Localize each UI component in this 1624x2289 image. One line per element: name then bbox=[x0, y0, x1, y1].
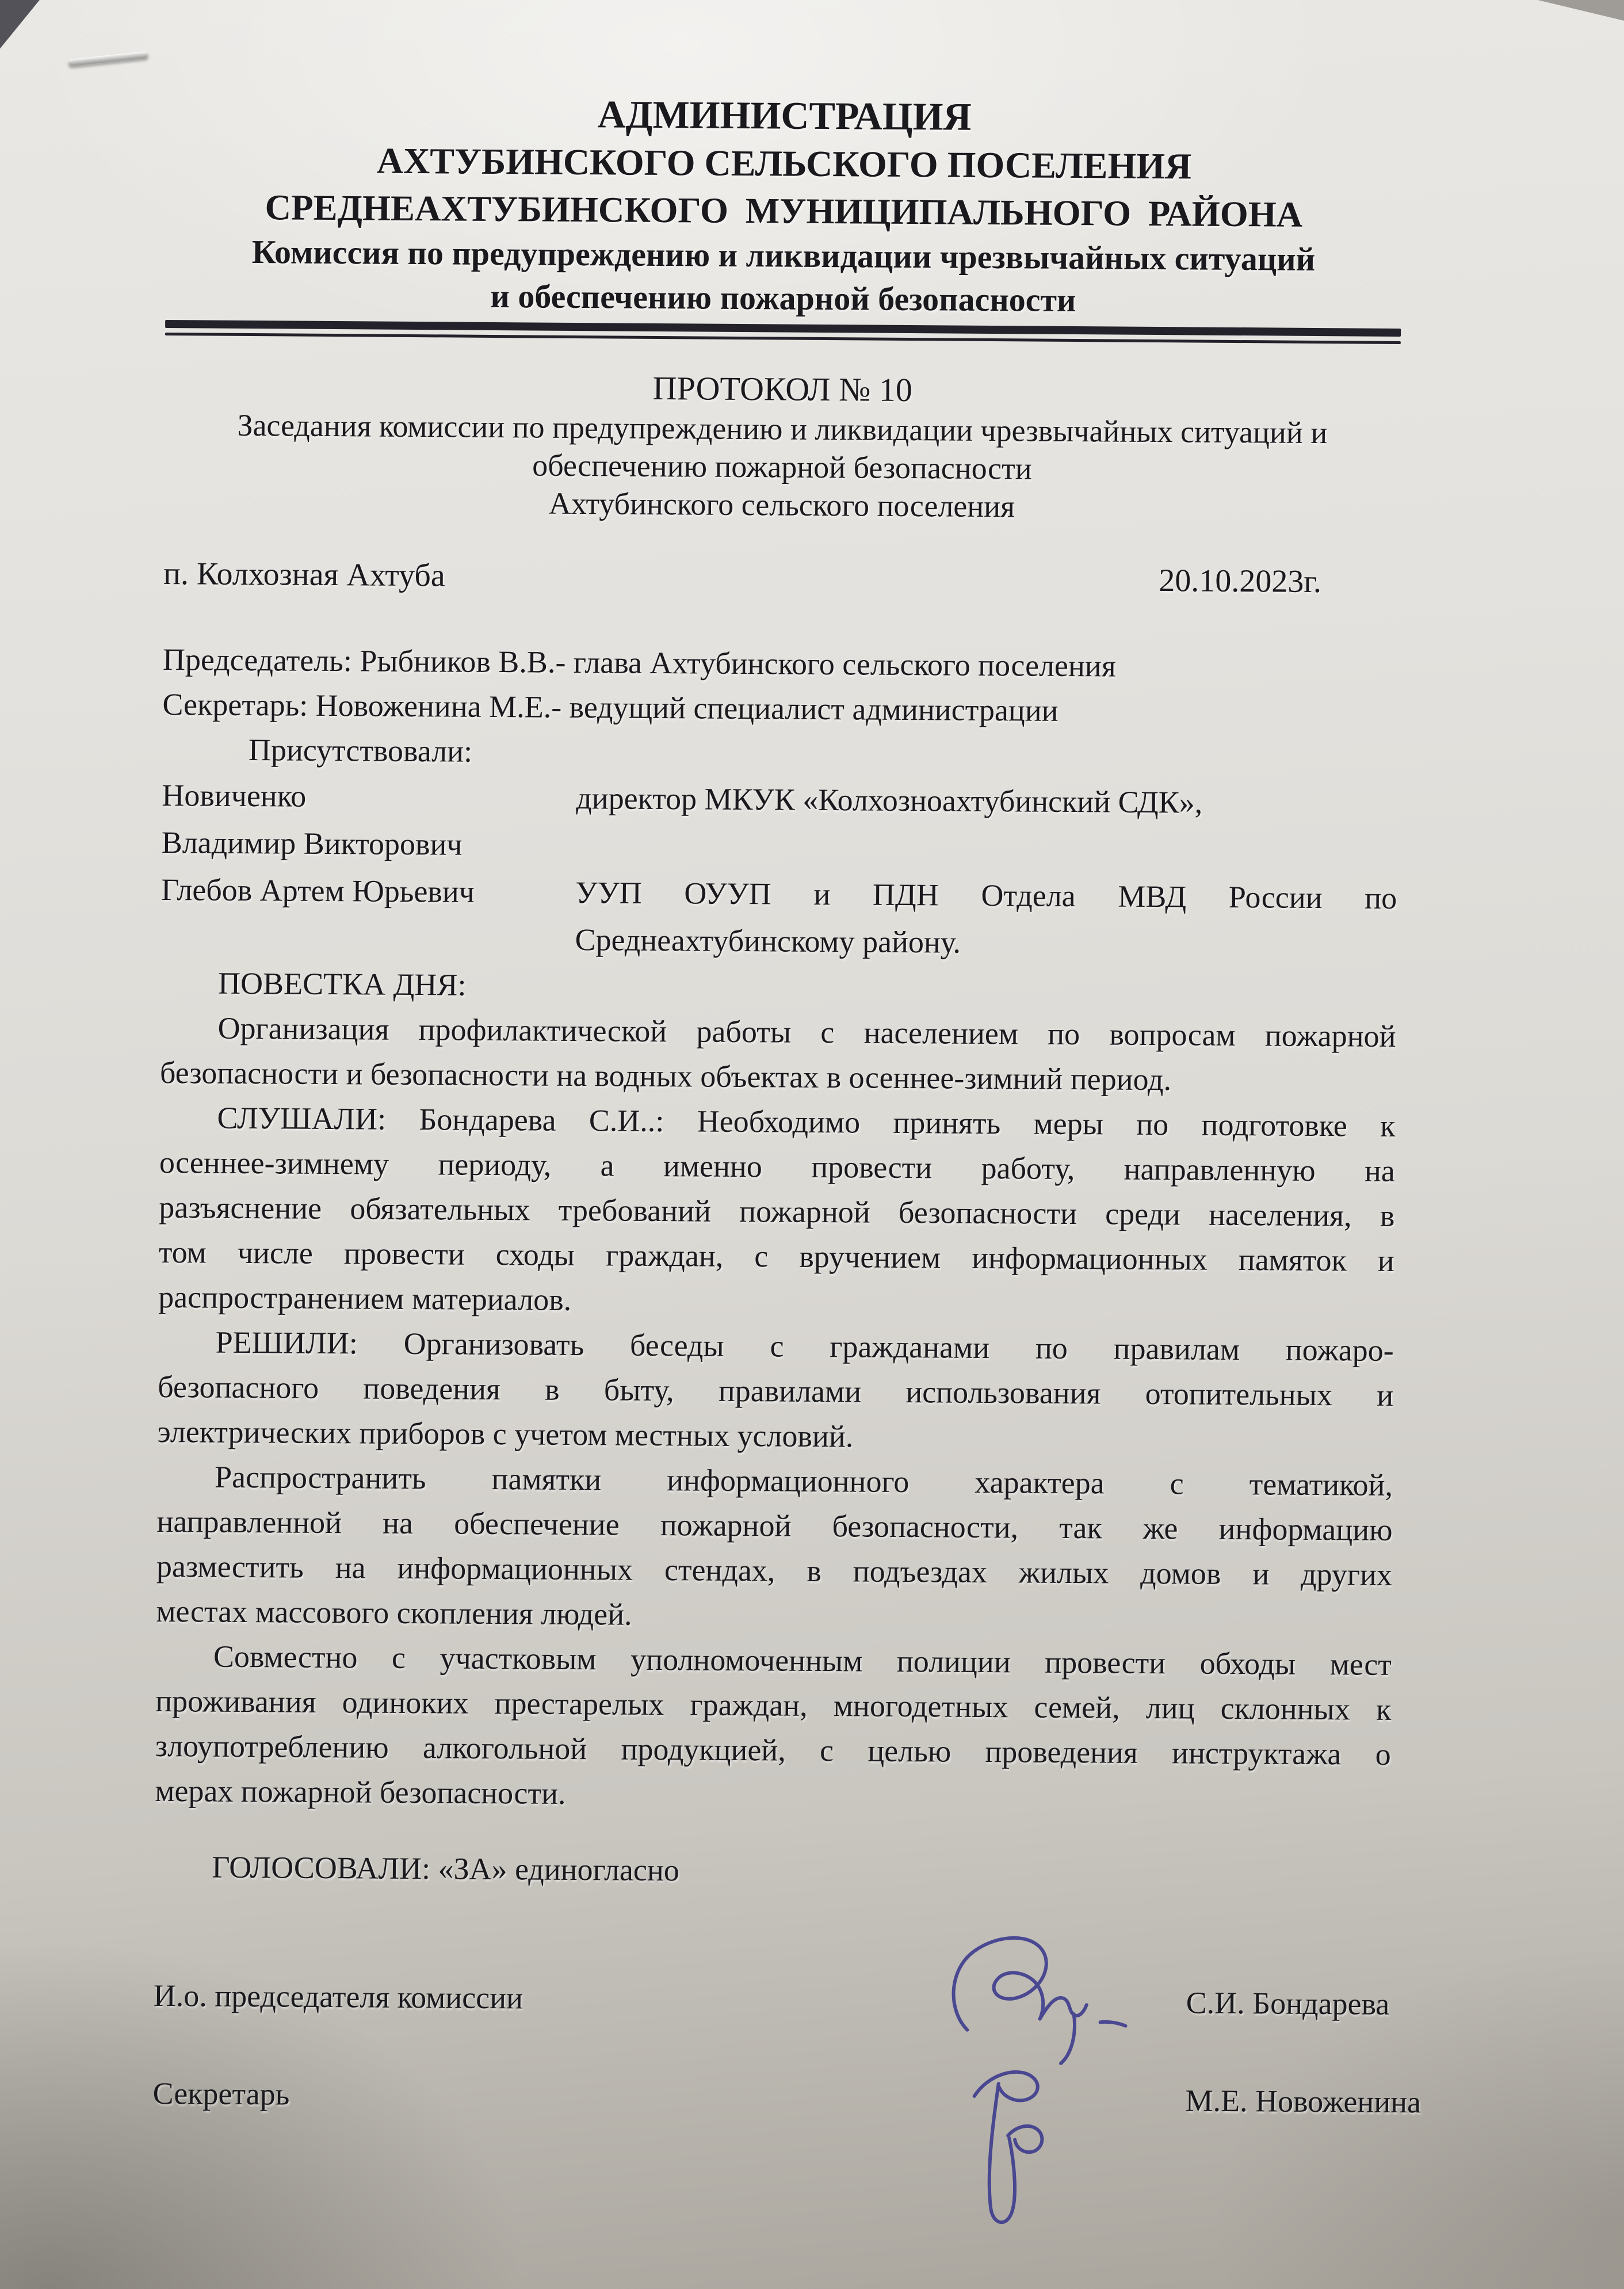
decided-paragraph-1 bbox=[157, 1319, 1394, 1463]
signature-ink-novozhenina bbox=[957, 2050, 1068, 2252]
paragraph-line: разместить на информационных стендах, в подъездах жилых домов и других bbox=[156, 1548, 1393, 1592]
paragraph-line: Распространить памятки информационного характера с тематикой, bbox=[214, 1459, 1393, 1502]
org-name-line-1: АДМИНИСТРАЦИЯ bbox=[597, 92, 972, 139]
staple bbox=[68, 51, 149, 67]
protocol-subtitle-line-1: Заседания комиссии по предупреждению и ликвидации чрезвычайных ситуаций и bbox=[237, 407, 1328, 451]
signature-name: С.И. Бондарева bbox=[1186, 1985, 1390, 2021]
paragraph-line: СЛУШАЛИ: Бондарева С.И..: Необходимо принять меры по подготовке к bbox=[217, 1100, 1396, 1143]
header-divider bbox=[165, 320, 1401, 344]
date: 20.10.2023г. bbox=[1159, 563, 1322, 600]
chairman-line: Председатель: Рыбников В.В.- глава Ахтубинского сельского поселения bbox=[162, 642, 1116, 684]
attendee-name-line: Глебов Артем Юрьевич bbox=[161, 872, 475, 909]
agenda-heading: ПОВЕСТКА ДНЯ: bbox=[217, 966, 467, 1002]
attendee-name-line: Новиченко bbox=[162, 777, 307, 814]
document-page bbox=[152, 86, 1422, 2122]
heard-paragraph bbox=[158, 1095, 1396, 1328]
paragraph-line: безопасности и безопасности на водных объектах в осеннее-зимний период. bbox=[159, 1055, 1172, 1097]
decided-paragraph-3 bbox=[155, 1634, 1392, 1822]
commission-name-line-2: и обеспечению пожарной безопасности bbox=[490, 277, 1076, 319]
paragraph-line: разъяснение обязательных требований пожарной безопасности среди населения, в bbox=[159, 1189, 1395, 1233]
attendees-label: Присутствовали: bbox=[248, 733, 473, 769]
paragraph-line: проживания одиноких престарелых граждан, многодетных семей, лиц склонных к bbox=[155, 1683, 1392, 1727]
agenda-paragraph bbox=[160, 1005, 1396, 1104]
protocol-subtitle-line-2: обеспечению пожарной безопасности bbox=[532, 448, 1032, 486]
photo-corner-shadow-top-right bbox=[1538, 0, 1624, 21]
paragraph-line: Организация профилактической работы с населением по вопросам пожарной bbox=[217, 1010, 1396, 1054]
paragraph-line: злоупотреблению алкогольной продукцией, с целью проведения инструктажа о bbox=[155, 1728, 1392, 1772]
paragraph-line: осеннее-зимнему периоду, а именно провести работу, направленную на bbox=[159, 1144, 1396, 1188]
place-date-row bbox=[163, 553, 1399, 603]
voting-line: ГОЛОСОВАЛИ: «ЗА» единогласно bbox=[212, 1849, 680, 1888]
officials-block bbox=[162, 637, 1399, 780]
attendee-name-line: Владимир Викторович bbox=[161, 825, 463, 862]
paragraph-line: распространением материалов. bbox=[158, 1279, 572, 1317]
org-name-line-3: СРЕДНЕАХТУБИНСКОГО МУНИЦИПАЛЬНОГО РАЙОНА bbox=[265, 187, 1303, 235]
org-name-line-2: АХТУБИНСКОГО СЕЛЬСКОГО ПОСЕЛЕНИЯ bbox=[376, 140, 1192, 187]
photo-corner-shadow-top-left bbox=[0, 0, 49, 55]
signature-row-chairman bbox=[154, 1975, 1389, 2024]
signature-title: И.о. председателя комиссии bbox=[153, 1978, 523, 2016]
protocol-subtitle-line-3: Ахтубинского сельского поселения bbox=[548, 486, 1015, 524]
signature-name: М.Е. Новоженина bbox=[1185, 2083, 1422, 2120]
paragraph-line: том числе провести сходы граждан, с вручением информационных памяток и bbox=[158, 1234, 1395, 1278]
paragraph-line: безопасного поведения в быту, правилами использования отопительных и bbox=[158, 1369, 1394, 1413]
commission-name-line-1: Комиссия по предупреждению и ликвидации чрезвычайных ситуаций bbox=[251, 233, 1316, 278]
paragraph-line: мерах пожарной безопасности. bbox=[155, 1773, 566, 1811]
attendee-name bbox=[161, 866, 575, 963]
paragraph-line: электрических приборов с учетом местных условий. bbox=[157, 1414, 854, 1454]
paragraph-line: Совместно с участковым уполномоченным полиции провести обходы мест bbox=[213, 1639, 1392, 1682]
paragraph-line: РЕШИЛИ: Организовать беседы с гражданами по правилам пожаро- bbox=[215, 1325, 1394, 1368]
attendee-role: директор МКУК «Колхозноахтубинский СДК», bbox=[576, 780, 1203, 820]
attendee-row bbox=[162, 772, 1398, 875]
attendee-name bbox=[162, 772, 576, 869]
signature-title: Секретарь bbox=[152, 2076, 290, 2112]
decided-paragraph-2 bbox=[156, 1454, 1393, 1642]
attendee-row bbox=[161, 866, 1397, 969]
secretary-line: Секретарь: Новоженина М.Е.- ведущий специалист администрации bbox=[162, 686, 1059, 728]
paragraph-line: направленной на обеспечение пожарной безопасности, так же информацию bbox=[156, 1504, 1393, 1547]
paragraph-line: местах массового скопления людей. bbox=[156, 1593, 632, 1632]
attendee-role: УУП ОУУП и ПДН Отдела МВД России по Среднеахтубинскому району. bbox=[575, 875, 1397, 960]
protocol-number: ПРОТОКОЛ № 10 bbox=[652, 369, 913, 409]
place: п. Колхозная Ахтуба bbox=[163, 555, 445, 594]
signature-row-secretary bbox=[152, 2073, 1422, 2122]
